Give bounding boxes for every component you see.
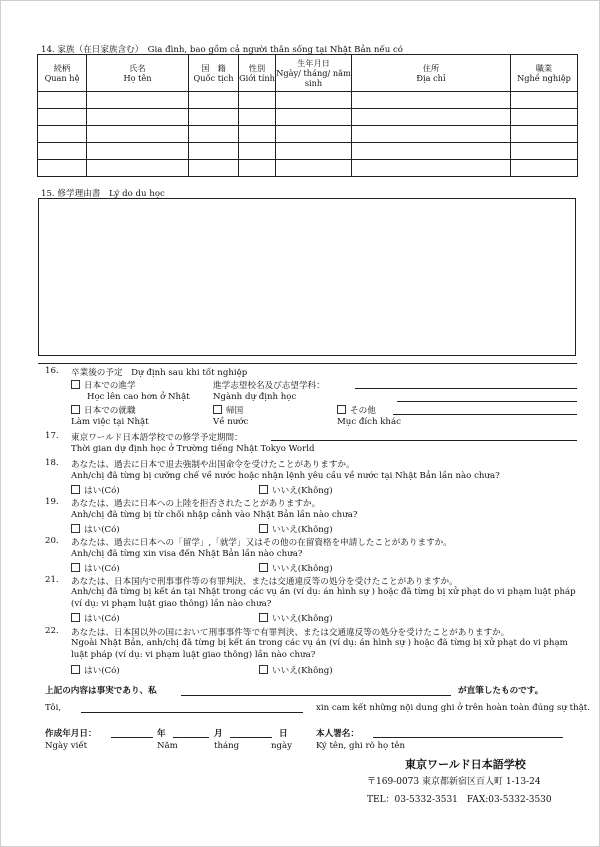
study-reason-heading: 15. 修学理由書 Lý do du học bbox=[41, 189, 165, 199]
checkbox[interactable] bbox=[71, 485, 80, 494]
q20-yes[interactable]: はい(Có) bbox=[71, 562, 120, 574]
table-row bbox=[38, 143, 578, 160]
table-row bbox=[38, 92, 578, 109]
q16-title: 卒業後の予定 Dự định sau khi tốt nghiệp bbox=[71, 368, 248, 378]
q16-number: 16. bbox=[45, 366, 59, 376]
date-label-vi: Ngày viết bbox=[45, 741, 88, 751]
q22-text-vi: Ngoài Nhật Bản, anh/chị đã từng bị kết án trong các vụ án (ví dụ: án hình sự ) hoặc đã từng bị xử phạt do vi phạm luật pháp (ví dụ: vi phạm luật giao thông) lần nào chưa? bbox=[71, 638, 568, 660]
option-return-home[interactable]: 帰国 bbox=[213, 404, 243, 416]
checkbox[interactable] bbox=[259, 613, 268, 622]
other-purpose-field[interactable] bbox=[393, 414, 577, 415]
declaration-jp-start: 上記の内容は事実であり、私 bbox=[45, 686, 157, 696]
checkbox[interactable] bbox=[71, 613, 80, 622]
declaration-vi-end: xin cam kết những nội dung ghi ở trên hoàn toàn đúng sự thật. bbox=[316, 703, 590, 713]
q19-yes[interactable]: はい(Có) bbox=[71, 523, 120, 535]
declaration-jp-end: が直筆したものです。 bbox=[458, 686, 544, 696]
table-row bbox=[38, 109, 578, 126]
date-field-pre[interactable] bbox=[111, 737, 153, 738]
q21-text: あなたは、日本国内で刑事事件等の有罪判決、または交通違反等の処分を受けたことがありますか。 bbox=[71, 577, 458, 587]
q21-no[interactable]: いいえ(Không) bbox=[259, 612, 333, 624]
checkbox[interactable] bbox=[259, 563, 268, 572]
q18-yes[interactable]: はい(Có) bbox=[71, 484, 120, 496]
checkbox[interactable] bbox=[71, 524, 80, 533]
q18-no[interactable]: いいえ(Không) bbox=[259, 484, 333, 496]
target-school-label: 進学志望校名及び志望学科： bbox=[213, 381, 325, 391]
q19-text-vi: Anh/chị đã từng bị từ chối nhập cảnh vào Nhật Bản lần nào chưa? bbox=[71, 510, 358, 520]
date-label: 作成年月日： bbox=[45, 729, 97, 739]
signature-field[interactable] bbox=[373, 737, 563, 738]
month-label-vi: tháng bbox=[214, 741, 240, 751]
column-header-address: 住所 Địa chỉ bbox=[352, 55, 511, 92]
option-work-in-japan[interactable]: 日本での就職 bbox=[71, 404, 136, 416]
option-return-home-vi: Về nước bbox=[213, 417, 249, 427]
q19-text: あなたは、過去に日本への上陸を拒否されたことがありますか。 bbox=[71, 499, 321, 509]
study-reason-box[interactable] bbox=[38, 198, 576, 356]
checkbox[interactable] bbox=[71, 380, 80, 389]
q19-no[interactable]: いいえ(Không) bbox=[259, 523, 333, 535]
q20-text: あなたは、過去に日本への「留学」,「就学」又はその他の在留資格を申請したことがありますか。 bbox=[71, 538, 452, 548]
q17-number: 17. bbox=[45, 431, 59, 441]
column-header-gender: 性別 Giới tính bbox=[239, 55, 276, 92]
q22-no[interactable]: いいえ(Không) bbox=[259, 664, 333, 676]
column-header-birthdate: 生年月日 Ngày/ tháng/ năm sinh bbox=[276, 55, 352, 92]
family-section-heading: 14. 家族（在日家族含む） Gia đình, bao gồm cả người thân sống tại Nhật Bản nếu có bbox=[41, 45, 403, 55]
q19-number: 19. bbox=[45, 497, 59, 507]
year-label: 年 bbox=[157, 729, 166, 739]
q18-text-vi: Anh/chị đã từng bị cưỡng chế về nước hoặc nhận lệnh yêu cầu về nước tại Nhật Bản lần nào chưa? bbox=[71, 471, 500, 481]
school-address: 〒169-0073 東京都新宿区百人町 1-13-24 bbox=[367, 777, 541, 787]
q17-title-vi: Thời gian dự định học ở Trường tiếng Nhật Tokyo World bbox=[71, 444, 315, 454]
checkbox[interactable] bbox=[71, 405, 80, 414]
option-other[interactable]: その他 bbox=[337, 404, 376, 416]
month-label: 月 bbox=[214, 729, 223, 739]
declaration-vi-start: Tôi, bbox=[45, 703, 62, 713]
declarant-name-field[interactable] bbox=[181, 695, 451, 696]
q22-yes[interactable]: はい(Có) bbox=[71, 664, 120, 676]
q17-title: 東京ワールド日本語学校での修学予定期間： bbox=[71, 433, 243, 443]
q22-text: あなたは、日本国以外の国において刑事事件等で有罪判決、または交通違反等の処分を受けたことがありますか。 bbox=[71, 628, 510, 638]
q18-text: あなたは、過去に日本で退去強制や出国命令を受けたことがありますか。 bbox=[71, 460, 355, 470]
target-school-field[interactable] bbox=[355, 388, 577, 389]
signature-label: 本人署名： bbox=[316, 729, 359, 739]
table-row bbox=[38, 160, 578, 177]
family-table bbox=[37, 54, 578, 177]
checkbox[interactable] bbox=[213, 405, 222, 414]
option-further-study[interactable]: 日本での進学 bbox=[71, 379, 136, 391]
declarant-name-field-vi[interactable] bbox=[81, 712, 303, 713]
year-label-vi: Năm bbox=[157, 741, 178, 751]
option-other-vi: Mục đích khác bbox=[337, 417, 401, 427]
checkbox[interactable] bbox=[337, 405, 346, 414]
q21-yes[interactable]: はい(Có) bbox=[71, 612, 120, 624]
day-label: 日 bbox=[279, 729, 288, 739]
school-name: 東京ワールド日本語学校 bbox=[405, 758, 526, 771]
q21-number: 21. bbox=[45, 575, 59, 585]
target-major-field[interactable] bbox=[397, 401, 577, 402]
q20-text-vi: Anh/chị đã từng xin visa đến Nhật Bản lần nào chưa? bbox=[71, 549, 303, 559]
q20-no[interactable]: いいえ(Không) bbox=[259, 562, 333, 574]
month-field[interactable] bbox=[230, 737, 272, 738]
column-header-relation: 続柄 Quan hệ bbox=[38, 55, 87, 92]
column-header-occupation: 職業 Nghề nghiệp bbox=[511, 55, 578, 92]
school-phone: TEL：03-5332-3531 FAX:03-5332-3530 bbox=[367, 795, 552, 805]
q21-text-vi: Anh/chị đã từng bị kết án tại Nhật trong các vụ án (ví dụ: án hình sự ) hoặc đã từng bị xử phạt do vi phạm luật pháp (ví dụ: vi phạm luật giao thông) lần nào chưa? bbox=[71, 587, 576, 609]
checkbox[interactable] bbox=[259, 524, 268, 533]
option-work-in-japan-vi: Làm việc tại Nhật bbox=[71, 417, 149, 427]
checkbox[interactable] bbox=[71, 563, 80, 572]
checkbox[interactable] bbox=[71, 665, 80, 674]
day-label-vi: ngày bbox=[271, 741, 293, 751]
signature-label-vi: Ký tên, ghi rõ họ tên bbox=[316, 741, 406, 751]
q20-number: 20. bbox=[45, 536, 59, 546]
checkbox[interactable] bbox=[259, 665, 268, 674]
column-header-name: 氏名 Họ tên bbox=[87, 55, 189, 92]
year-field[interactable] bbox=[173, 737, 209, 738]
option-further-study-vi: Học lên cao hơn ở Nhật bbox=[87, 392, 190, 402]
checkbox[interactable] bbox=[259, 485, 268, 494]
q22-number: 22. bbox=[45, 626, 59, 636]
table-row bbox=[38, 126, 578, 143]
q18-number: 18. bbox=[45, 458, 59, 468]
column-header-nationality: 国 籍 Quốc tịch bbox=[189, 55, 239, 92]
study-period-field[interactable] bbox=[271, 440, 577, 441]
target-school-label-vi: Ngành dự định học bbox=[213, 392, 297, 402]
section-divider bbox=[38, 363, 577, 364]
